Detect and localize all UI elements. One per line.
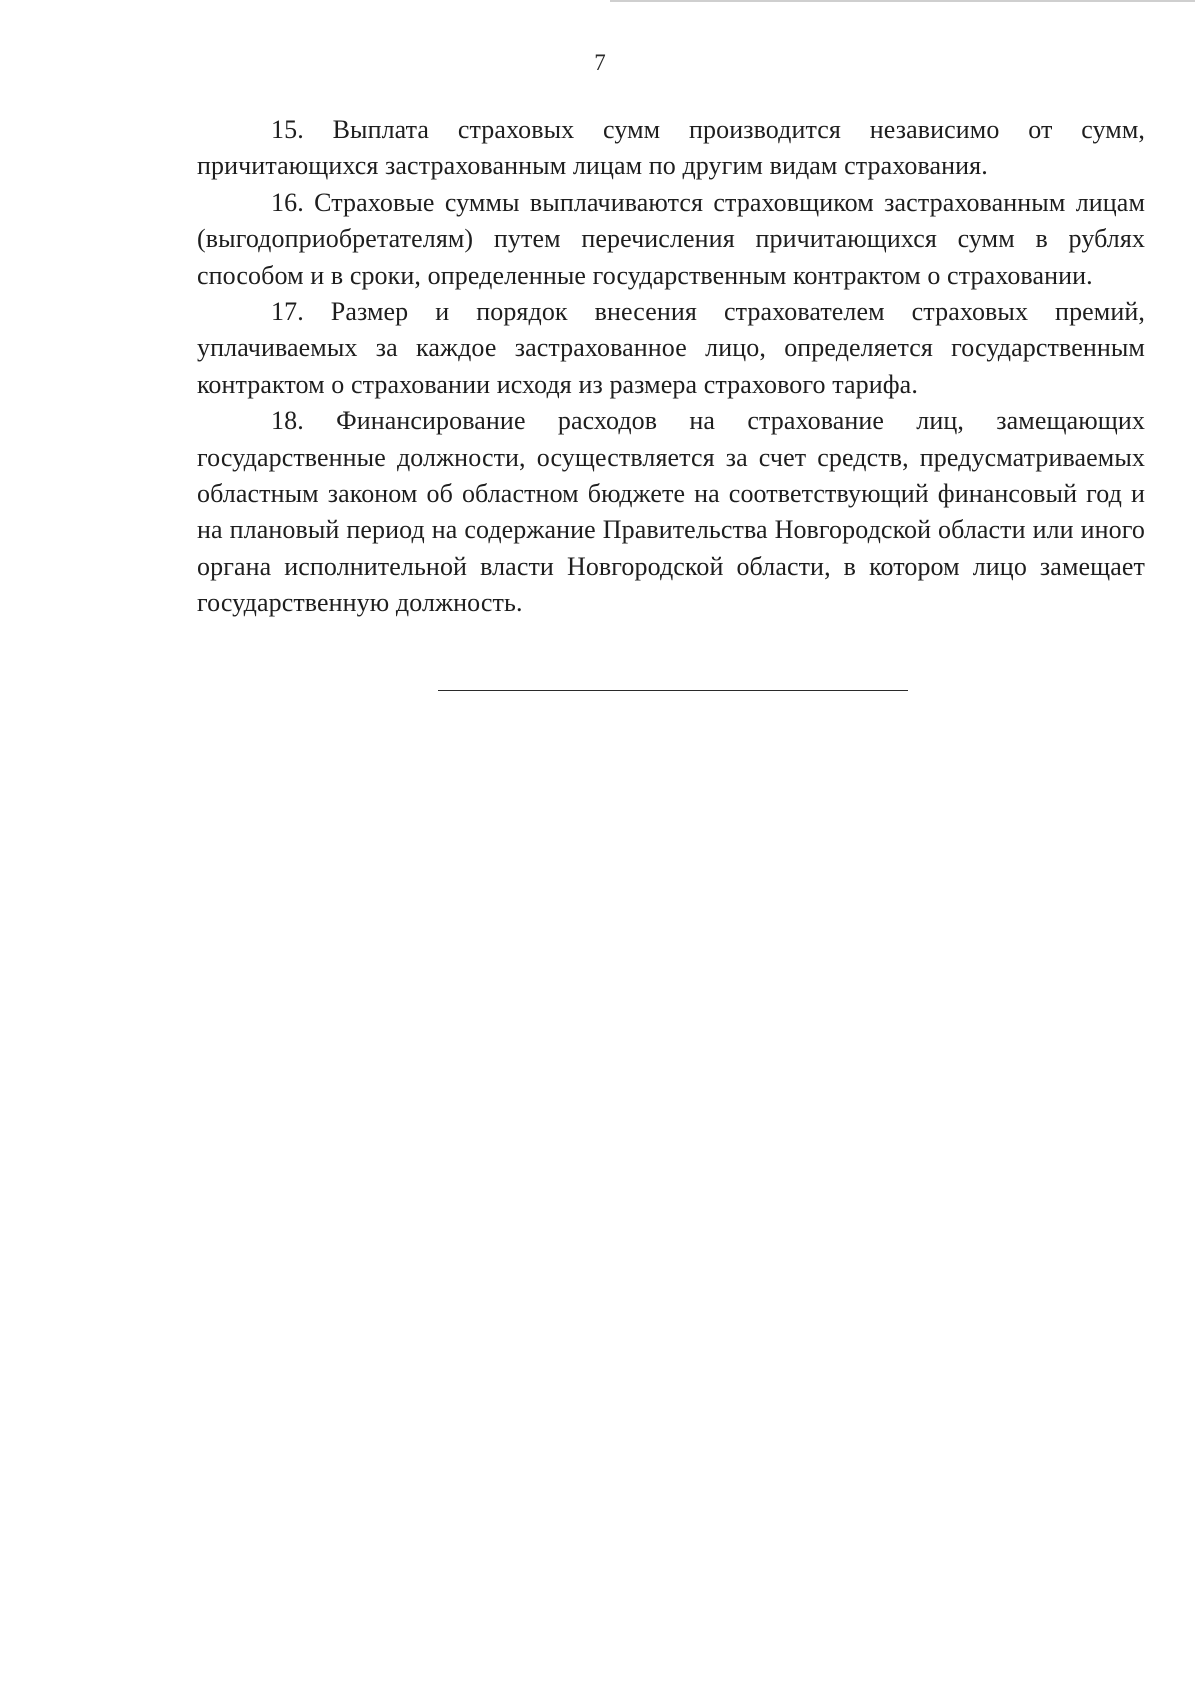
paragraph-15: 15. Выплата страховых сумм производится независимо от сумм, причитающихся застрахованным лицам по другим видам страхования. [197, 115, 1145, 181]
page-number: 7 [594, 50, 606, 75]
paragraph-18: 18. Финансирование расходов на страхование лиц, замещающих государственные должности, осуществляется за счет средств, предусматриваемых областным законом об областном бюджете на соответствующий финансовый год и на плановый период на содержание Правительства Новгородской области или иного органа исполнительной власти Новгородской области, в котором лицо замещает государственную должность. [197, 406, 1145, 618]
paragraph-16: 16. Страховые суммы выплачиваются страховщиком застрахованным лицам (выгодоприобретателям) путем перечисления причитающихся сумм в рублях способом и в сроки, определенные государственным контрактом о страховании. [197, 187, 1145, 290]
document-body [197, 112, 1145, 622]
scan-edge-mark [610, 0, 1195, 2]
end-of-text-rule [438, 690, 908, 691]
paragraph-17: 17. Размер и порядок внесения страхователем страховых премий, уплачиваемых за каждое застрахованное лицо, определяется государственным контрактом о страховании исходя из размера страхового тарифа. [197, 297, 1145, 399]
